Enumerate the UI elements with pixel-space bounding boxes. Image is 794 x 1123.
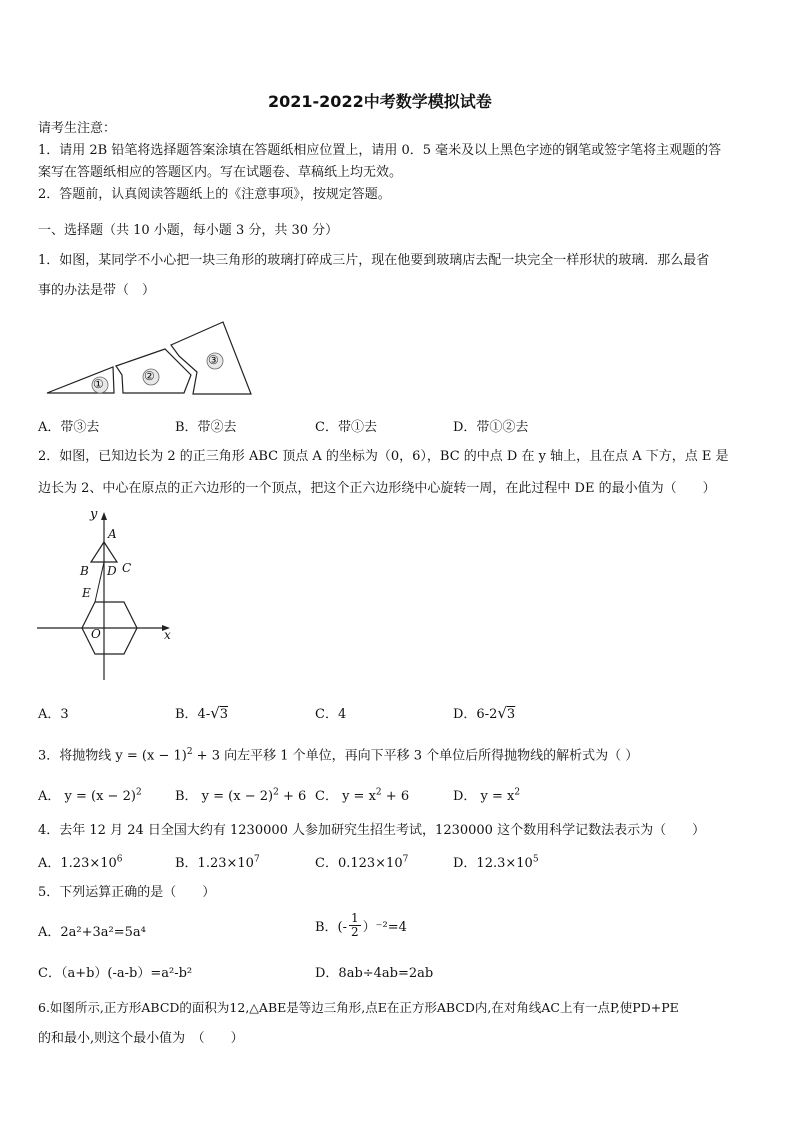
- q4-option-b: B．$1.23\times 10^7$: [175, 854, 260, 871]
- q1-option-b: B．带②去: [175, 420, 237, 435]
- q2-option-d: D．6-2√3: [453, 704, 516, 722]
- q4-line: 4．去年 12 月 24 日全国大约有 1230000 人参加研究生招生考试，1230000 这个数用科学记数法表示为（ ）: [38, 823, 706, 838]
- q5-option-b: B．(- 1 2 ）⁻²=4: [315, 911, 407, 939]
- fig-label-y: y: [90, 507, 98, 522]
- q6-line-1: 6.如图所示,正方形ABCD的面积为12,△ABE是等边三角形,点E在正方形ABCD内,在对角线AC上有一点P,使PD+PE: [38, 1000, 679, 1015]
- q5-line: 5．下列运算正确的是（ ）: [38, 885, 216, 900]
- q1-option-d: D．带①②去: [453, 420, 529, 435]
- fig-label-d: D: [107, 564, 117, 578]
- q4-option-a: A．$1.23\times 10^6$: [38, 854, 123, 871]
- q2-line-2: 边长为 2、中心在原点的正六边形的一个顶点，把这个正六边形绕中心旋转一周，在此过程中 DE 的最小值为（ ）: [38, 481, 716, 496]
- q2-option-b: B．4-√3: [175, 704, 229, 722]
- fig-label-b: B: [80, 564, 89, 578]
- q6-line-2: 的和最小,则这个最小值为 （ ）: [38, 1031, 244, 1046]
- notice-heading: 请考生注意：: [38, 121, 117, 136]
- fig-label-e: E: [82, 586, 91, 600]
- q2-line-1: 2．如图，已知边长为 2 的正三角形 ABC 顶点 A 的坐标为（0，6），BC 的中点 D 在 y 轴上，且在点 A 下方，点 E 是: [38, 449, 729, 464]
- q4-option-d: D．$12.3\times 10^5$: [453, 854, 539, 871]
- page-title: 2021-2022中考数学模拟试卷: [268, 92, 492, 111]
- q5-option-a: A．2a²+3a²=5a⁴: [38, 925, 146, 940]
- q5-option-c: C．（a+b）(-a-b）=a²-b²: [38, 966, 193, 981]
- q3-option-c: C． $y = x^2 + 6$: [315, 787, 410, 804]
- section-heading: 一、选择题（共 10 小题，每小题 3 分，共 30 分）: [38, 223, 339, 238]
- q1-line-1: 1．如图，某同学不小心把一块三角形的玻璃打碎成三片，现在他要到玻璃店去配一块完全一样形状的玻璃．那么最省: [38, 253, 710, 268]
- q1-option-a: A．带③去: [38, 420, 100, 435]
- notice-line-3: 2．答题前，认真阅读答题纸上的《注意事项》，按规定答题。: [38, 187, 391, 202]
- q3-option-a: A． $y = (x - 2)^2$: [38, 787, 142, 804]
- fig-label-c: C: [122, 561, 132, 575]
- q3-line: 3．将抛物线 $y = (x - 1)^2 + 3$ 向左平移 1 个单位，再向下平移 3 个单位后所得抛物线的解析式为（ ）: [38, 747, 639, 764]
- fig-label-x: x: [164, 628, 171, 642]
- q1-option-c: C．带①去: [315, 420, 377, 435]
- q1-line-2: 事的办法是带（ ）: [38, 283, 156, 298]
- q3-option-d: D． $y = x^2$: [453, 787, 521, 804]
- notice-line-2: 案写在答题纸相应的答题区内。写在试题卷、草稿纸上均无效。: [38, 165, 403, 180]
- q2-option-c: C．4: [315, 707, 347, 722]
- fig-label-o: O: [91, 627, 101, 641]
- notice-line-1: 1．请用 2B 铅笔将选择题答案涂填在答题纸相应位置上，请用 0．5 毫米及以上黑色字迹的钢笔或签字笔将主观题的答: [38, 143, 722, 158]
- fig-label-1: ①: [93, 377, 104, 391]
- q2-option-a: A．3: [38, 707, 69, 722]
- fig-label-a: A: [108, 527, 117, 541]
- q4-option-c: C．$0.123\times 10^7$: [315, 854, 409, 871]
- q5-option-d: D．8ab÷4ab=2ab: [315, 966, 434, 981]
- fig-label-3: ③: [208, 353, 219, 367]
- q3-option-b: B． $y = (x - 2)^2 + 6$: [175, 787, 307, 804]
- fig-label-2: ②: [144, 369, 155, 383]
